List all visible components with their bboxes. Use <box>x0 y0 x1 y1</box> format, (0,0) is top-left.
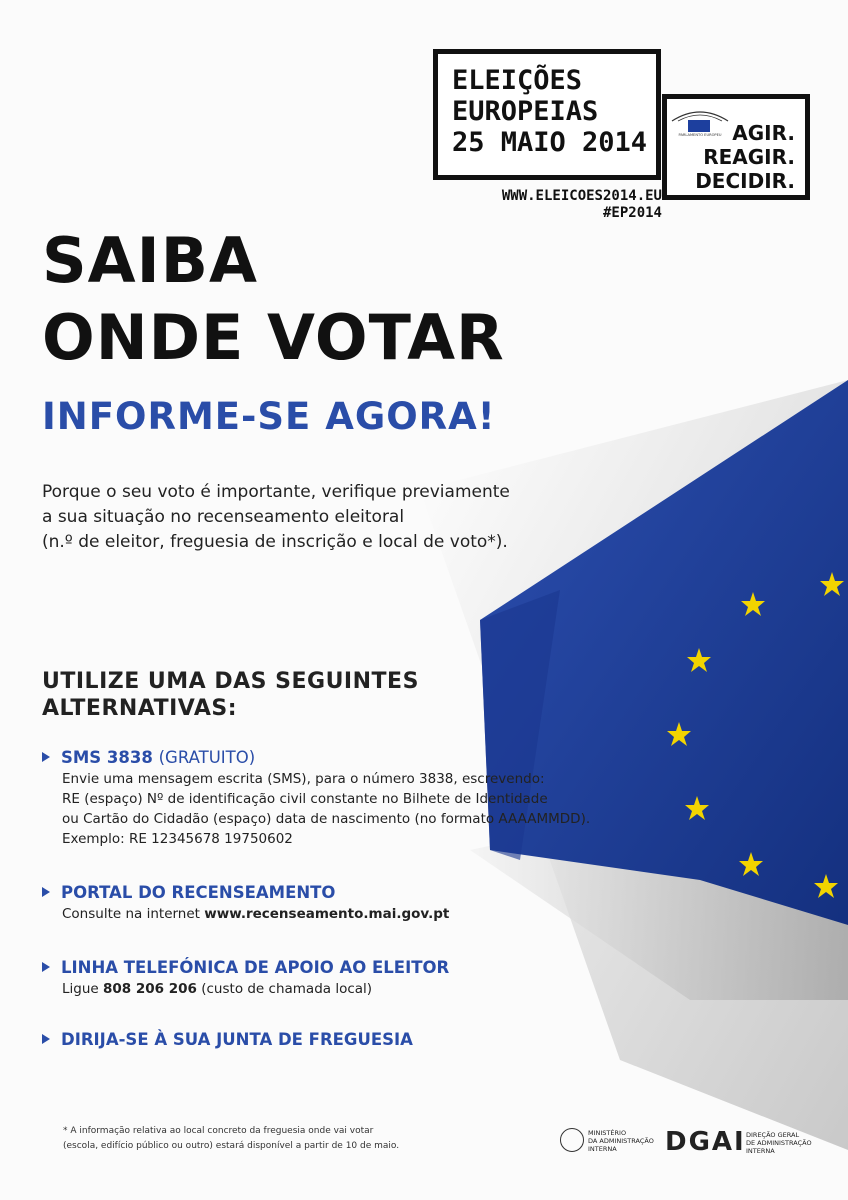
elections-logo-box <box>433 49 661 180</box>
junta-title: DIRIJA-SE À SUA JUNTA DE FREGUESIA <box>61 1030 413 1049</box>
option-sms-head <box>42 748 590 767</box>
phone-prefix: Ligue <box>62 981 103 997</box>
option-portal <box>42 883 449 924</box>
website-url: WWW.ELEICOES2014.EU <box>501 188 662 204</box>
option-portal-body <box>62 904 449 924</box>
dgai-line-2: DE ADMINISTRAÇÃO <box>746 1139 812 1147</box>
phone-suffix: (custo de chamada local) <box>196 981 373 997</box>
dgai-logo: DGAI <box>665 1127 746 1157</box>
dgai-name <box>746 1131 812 1155</box>
sms-example: Exemplo: RE 12345678 19750602 <box>62 831 293 847</box>
option-phone <box>42 958 449 999</box>
portal-text: Consulte na internet <box>62 906 205 922</box>
slogan-reagir: REAGIR. <box>703 145 795 169</box>
alternatives-title-line-1: UTILIZE UMA DAS SEGUINTES <box>42 669 419 694</box>
sms-line-1: Envie uma mensagem escrita (SMS), para o número 3838, escrevendo: <box>62 771 545 787</box>
headline-line-1: SAIBA <box>42 224 258 297</box>
intro-line-2: a sua situação no recenseamento eleitoral <box>42 507 405 527</box>
sms-free-note: (GRATUITO) <box>158 748 256 767</box>
intro-line-3: (n.º de eleitor, freguesia de inscrição e local de voto*). <box>42 532 508 552</box>
ministry-seal-icon <box>560 1128 584 1152</box>
footnote <box>63 1124 399 1154</box>
sms-line-2: RE (espaço) Nº de identificação civil constante no Bilhete de Identidade <box>62 791 548 807</box>
dgai-line-3: INTERNA <box>746 1147 775 1155</box>
alternatives-title-line-2: ALTERNATIVAS: <box>42 696 238 721</box>
portal-title: PORTAL DO RECENSEAMENTO <box>61 883 336 902</box>
footnote-line-1: * A informação relativa ao local concreto da freguesia onde vai votar <box>63 1126 374 1136</box>
slogan-decidir: DECIDIR. <box>695 169 795 193</box>
headline-line-2: ONDE VOTAR <box>42 301 505 374</box>
dgai-line-1: DIREÇÃO GERAL <box>746 1131 800 1139</box>
option-junta-head <box>42 1030 413 1049</box>
portal-url: www.recenseamento.mai.gov.pt <box>204 906 450 922</box>
ministry-line-2: DA ADMINISTRAÇÃO <box>588 1137 654 1145</box>
bullet-triangle-icon <box>42 1034 50 1044</box>
european-parliament-logo <box>668 101 732 137</box>
option-portal-head <box>42 883 449 902</box>
intro-line-1: Porque o seu voto é importante, verifique previamente <box>42 482 510 502</box>
hashtag: #EP2014 <box>602 205 662 221</box>
logo-line-1: ELEIÇÕES <box>452 65 583 96</box>
option-sms-body <box>62 769 590 849</box>
logo-line-3: 25 MAIO 2014 <box>452 127 648 158</box>
footnote-line-2: (escola, edifício público ou outro) estará disponível a partir de 10 de maio. <box>63 1141 400 1151</box>
option-junta <box>42 1030 413 1049</box>
phone-number: 808 206 206 <box>103 981 197 997</box>
slogan-agir: AGIR. <box>732 121 795 145</box>
parliament-label: PARLAMENTO EUROPEU <box>678 133 722 137</box>
ministry-line-1: MINISTÉRIO <box>588 1129 627 1137</box>
bullet-triangle-icon <box>42 962 50 972</box>
ministry-name <box>588 1129 654 1153</box>
bullet-triangle-icon <box>42 752 50 762</box>
alternatives-title <box>42 668 419 722</box>
option-phone-body <box>62 979 449 999</box>
option-sms <box>42 748 590 849</box>
intro-paragraph <box>42 480 510 555</box>
headline-subtitle: INFORME-SE AGORA! <box>42 395 496 438</box>
phone-title: LINHA TELEFÓNICA DE APOIO AO ELEITOR <box>61 958 450 977</box>
ministry-logo <box>560 1128 660 1158</box>
ministry-line-3: INTERNA <box>588 1145 617 1153</box>
sms-number: SMS 3838 <box>61 748 153 767</box>
option-phone-head <box>42 958 449 977</box>
bullet-triangle-icon <box>42 887 50 897</box>
logo-line-2: EUROPEIAS <box>452 96 599 127</box>
sms-line-3: ou Cartão do Cidadão (espaço) data de nascimento (no formato AAAAMMDD). <box>62 811 591 827</box>
